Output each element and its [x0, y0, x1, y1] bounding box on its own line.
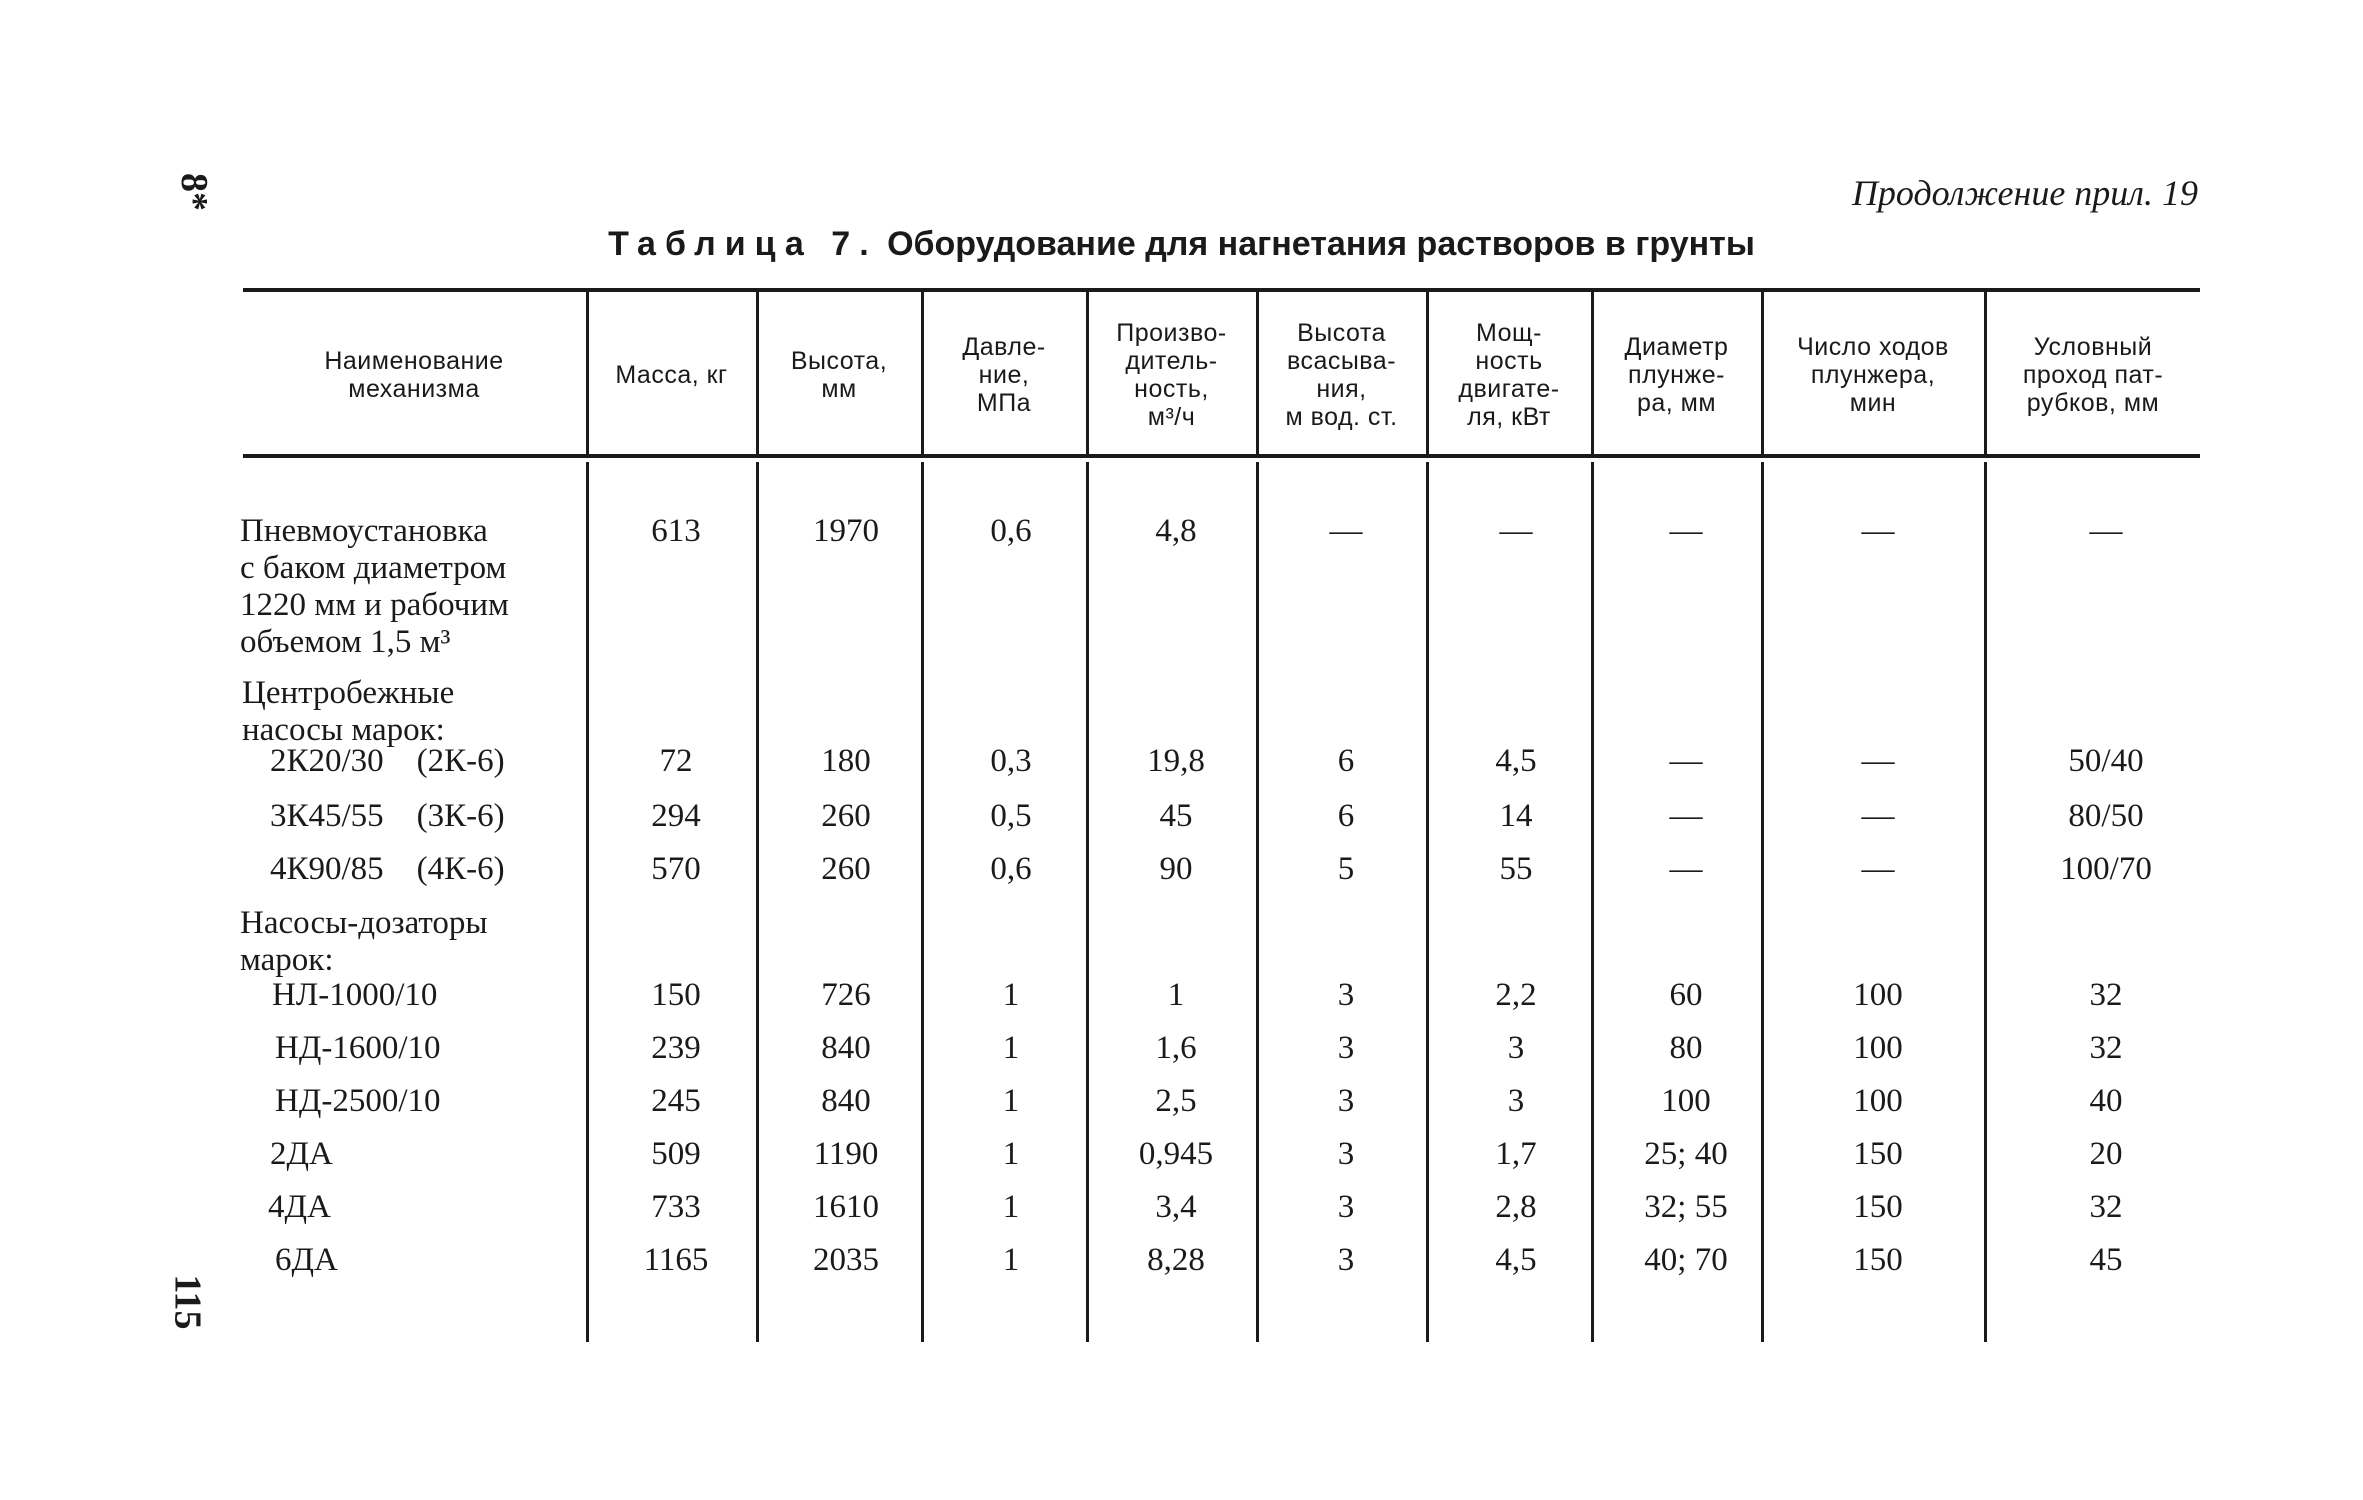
continuation-note: Продолжение прил. 19	[1851, 173, 2198, 213]
header-plunger-diameter: Диаметр плунже- ра, мм	[1624, 333, 1729, 417]
table-cell: 294	[651, 798, 701, 834]
table-cell: 239	[651, 1030, 701, 1066]
table-title	[0, 225, 2363, 264]
table-cell: 509	[651, 1136, 701, 1172]
header-bottom-rule	[243, 454, 2200, 458]
table-cell: 8,28	[1147, 1242, 1205, 1278]
row-name: 2К20/30 (2К-6)	[270, 743, 505, 779]
table-cell: 1610	[813, 1189, 879, 1225]
table-cell: 6	[1337, 798, 1355, 834]
table-cell: 14	[1499, 798, 1533, 834]
table-cell: —	[1861, 743, 1895, 779]
table-cell: 2,8	[1495, 1189, 1537, 1225]
table-cell: 5	[1337, 851, 1355, 887]
table-cell: 3	[1507, 1083, 1525, 1119]
table-cell: 1190	[813, 1136, 879, 1172]
table-cell: 40; 70	[1644, 1242, 1728, 1278]
table-cell: —	[1499, 513, 1533, 549]
table-cell: —	[2089, 513, 2123, 549]
table-cell: 100/70	[2060, 851, 2152, 887]
row-name: 3К45/55 (3К-6)	[270, 798, 505, 834]
table-cell: 4,5	[1495, 1242, 1537, 1278]
row-name: НД-2500/10	[275, 1083, 441, 1119]
table-cell: 1	[1002, 1083, 1020, 1119]
table-cell: —	[1669, 513, 1703, 549]
table-cell: —	[1669, 743, 1703, 779]
table-cell: 55	[1499, 851, 1533, 887]
group-centrifugal: Центробежные насосы марок:	[242, 675, 455, 748]
table-cell: —	[1669, 798, 1703, 834]
table-cell: 180	[821, 743, 871, 779]
table-cell: 3	[1337, 1242, 1355, 1278]
group-dosing: Насосы-дозаторы марок:	[240, 905, 488, 978]
table-cell: 19,8	[1147, 743, 1205, 779]
table-cell: 0,5	[990, 798, 1032, 834]
table-cell: 32	[2089, 1189, 2123, 1225]
table-cell: 245	[651, 1083, 701, 1119]
table-cell: 72	[659, 743, 693, 779]
header-nozzle-diameter: Условный проход пат- рубков, мм	[2022, 333, 2164, 417]
row-name: НЛ-1000/10	[272, 977, 438, 1013]
table-cell: 25; 40	[1644, 1136, 1728, 1172]
table-cell: 80	[1669, 1030, 1703, 1066]
row-name: 6ДА	[275, 1242, 338, 1278]
table-cell: 726	[821, 977, 871, 1013]
table-cell: 3	[1337, 1189, 1355, 1225]
column-divider	[1256, 462, 1259, 1342]
table-cell: 1	[1002, 1242, 1020, 1278]
header-name: Наименование механизма	[324, 347, 504, 403]
table-cell: —	[1861, 513, 1895, 549]
table-cell: 150	[1853, 1242, 1903, 1278]
row-name: 4ДА	[268, 1189, 331, 1225]
table-cell: 50/40	[2068, 743, 2144, 779]
table-cell: 20	[2089, 1136, 2123, 1172]
table-cell: 1	[1002, 1189, 1020, 1225]
header-mass: Масса, кг	[615, 361, 728, 389]
table-cell: 0,6	[990, 851, 1032, 887]
table-cell: 3,4	[1155, 1189, 1197, 1225]
group-pneumo: Пневмоустановка с баком диаметром 1220 мм и рабочим объемом 1,5 м³	[240, 513, 509, 660]
table-cell: 840	[821, 1083, 871, 1119]
table-cell: 1,6	[1155, 1030, 1197, 1066]
table-cell: —	[1861, 851, 1895, 887]
header-plunger-strokes: Число ходов плунжера, мин	[1797, 333, 1949, 417]
row-name: НД-1600/10	[275, 1030, 441, 1066]
table-cell: 1	[1002, 1136, 1020, 1172]
table-cell: 3	[1337, 1136, 1355, 1172]
table-cell: 80/50	[2068, 798, 2144, 834]
table-cell: 4,5	[1495, 743, 1537, 779]
table-cell: 0,3	[990, 743, 1032, 779]
top-rule	[243, 288, 2200, 292]
table-cell: 1970	[813, 513, 879, 549]
table-cell: 2,5	[1155, 1083, 1197, 1119]
row-name: 2ДА	[270, 1136, 333, 1172]
table-cell: —	[1669, 851, 1703, 887]
row-name: 4К90/85 (4К-6)	[270, 851, 505, 887]
table-cell: 32	[2089, 1030, 2123, 1066]
table-cell: 0,6	[990, 513, 1032, 549]
table-cell: 3	[1337, 1083, 1355, 1119]
table-cell: 260	[821, 798, 871, 834]
table-cell: 150	[1853, 1136, 1903, 1172]
table-cell: 100	[1853, 1083, 1903, 1119]
header-pressure: Давле- ние, МПа	[962, 333, 1046, 417]
header-height: Высота, мм	[790, 347, 888, 403]
table-cell: 1	[1002, 977, 1020, 1013]
header-capacity: Произво- дитель- ность, м³/ч	[1116, 319, 1227, 431]
table-cell: 60	[1669, 977, 1703, 1013]
table-cell: —	[1861, 798, 1895, 834]
table-cell: 3	[1337, 1030, 1355, 1066]
table-cell: 2,2	[1495, 977, 1537, 1013]
table-cell: 840	[821, 1030, 871, 1066]
page-number: 115	[166, 1274, 209, 1330]
table-cell: 4,8	[1155, 513, 1197, 549]
table-cell: 1,7	[1495, 1136, 1537, 1172]
table-cell: 613	[651, 513, 701, 549]
table-cell: 150	[1853, 1189, 1903, 1225]
table-cell: 32; 55	[1644, 1189, 1728, 1225]
table-cell: 1	[1002, 1030, 1020, 1066]
table-cell: 733	[651, 1189, 701, 1225]
table-cell: 1165	[643, 1242, 709, 1278]
table-cell: 570	[651, 851, 701, 887]
table-number: Таблица 7.	[608, 225, 878, 263]
table-cell: 0,945	[1138, 1136, 1214, 1172]
table-cell: 40	[2089, 1083, 2123, 1119]
column-divider	[756, 462, 759, 1342]
table-cell: 45	[2089, 1242, 2123, 1278]
column-divider	[1984, 462, 1987, 1342]
column-divider	[1426, 462, 1429, 1342]
table-cell: 90	[1159, 851, 1193, 887]
table-cell: 3	[1337, 977, 1355, 1013]
table-cell: 100	[1853, 977, 1903, 1013]
table-cell: 3	[1507, 1030, 1525, 1066]
table-cell: —	[1329, 513, 1363, 549]
header-suction-height: Высота всасыва- ния, м вод. ст.	[1285, 319, 1398, 431]
table-cell: 6	[1337, 743, 1355, 779]
table-cell: 1	[1167, 977, 1185, 1013]
column-divider	[586, 462, 589, 1342]
table-cell: 2035	[813, 1242, 879, 1278]
table-cell: 260	[821, 851, 871, 887]
table-cell: 150	[651, 977, 701, 1013]
table-caption: Оборудование для нагнетания растворов в грунты	[887, 225, 1755, 263]
table-cell: 32	[2089, 977, 2123, 1013]
header-power: Мощ- ность двигате- ля, кВт	[1458, 319, 1560, 431]
table-cell: 45	[1159, 798, 1193, 834]
margin-mark: 8*	[173, 173, 215, 211]
table-cell: 100	[1661, 1083, 1711, 1119]
table-cell: 100	[1853, 1030, 1903, 1066]
